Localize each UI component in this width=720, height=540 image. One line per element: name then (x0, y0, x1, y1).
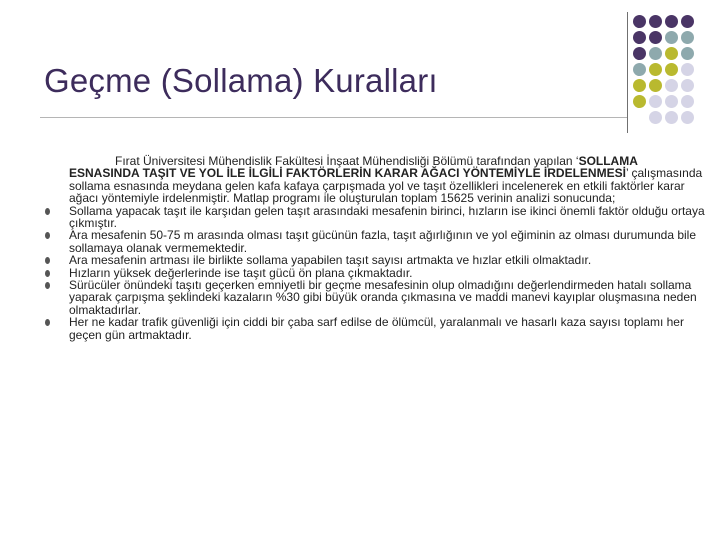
bullet-icon (45, 319, 50, 326)
bullet-item: Her ne kadar trafik güvenliği için ciddi bir çaba sarf edilse de ölümcül, yaralanmalı ve hasarlı kaza sayısı toplamı her geçen gün artmaktadır. (69, 316, 709, 341)
bullet-item: Ara mesafenin 50-75 m arasında olması taşıt gücünün fazla, taşıt ağırlığının ve yol eğiminin az olması durumunda bile sollamaya olanak vermemektedir. (69, 229, 709, 254)
bullet-item: Sollama yapacak taşıt ile karşıdan gelen taşıt arasındaki mesafenin birinci, hızların ise ikinci önemli faktör olduğu ortaya çıkmıştır. (69, 205, 709, 230)
decorative-dot (665, 95, 678, 108)
decorative-dot (665, 47, 678, 60)
bullet-item: Sürücüler önündeki taşıtı geçerken emniyetli bir geçme mesafesinin olup olmadığını değerlendirmeden hatalı sollama yaparak çarpışma şeklindeki kazaların %30 gibi büyük oranda çıkmasına ve maddi manevi kayıplar oluşmasına neden olmaktadırlar. (69, 279, 709, 316)
bullet-icon (45, 257, 50, 264)
decorative-dot (665, 63, 678, 76)
decorative-dot (681, 15, 694, 28)
slide-title: Geçme (Sollama) Kuralları (44, 62, 438, 99)
decorative-dot (681, 47, 694, 60)
decorative-dot (681, 79, 694, 92)
decorative-dot (633, 95, 646, 108)
bullet-icon (45, 282, 50, 289)
decorative-dot (665, 111, 678, 124)
bullet-icon (45, 232, 50, 239)
decorative-dot (665, 15, 678, 28)
bullet-item: Ara mesafenin artması ile birlikte sollama yapabilen taşıt sayısı artmakta ve hızlar etkili olmaktadır. (69, 254, 709, 266)
intro-text-before: Fırat Üniversitesi Mühendislik Fakültesi İnşaat Mühendisliği Bölümü tarafından yapılan ‘ (115, 154, 579, 168)
slide-body (69, 155, 709, 341)
decorative-dot (633, 63, 646, 76)
decorative-dot (633, 31, 646, 44)
decorative-dot (649, 47, 662, 60)
decorative-dot (633, 15, 646, 28)
decorative-dot (633, 79, 646, 92)
decorative-dot (665, 31, 678, 44)
bullet-item: Hızların yüksek değerlerinde ise taşıt gücü ön plana çıkmaktadır. (69, 267, 709, 279)
decorative-dot (649, 95, 662, 108)
decorative-dot (681, 63, 694, 76)
decorative-dot (633, 47, 646, 60)
decorative-dot (665, 79, 678, 92)
intro-paragraph (69, 155, 709, 205)
decorative-dot (681, 31, 694, 44)
decorative-dot (649, 31, 662, 44)
decorative-dot (681, 111, 694, 124)
title-divider (40, 117, 628, 118)
decorative-vertical-line (627, 12, 628, 133)
decorative-dot (649, 79, 662, 92)
bullet-icon (45, 270, 50, 277)
decorative-dot (649, 63, 662, 76)
decorative-dot (649, 15, 662, 28)
bullet-list (69, 205, 709, 341)
decorative-dot (649, 111, 662, 124)
decorative-dot-grid (633, 15, 720, 125)
study-title: SOLLAMA ESNASINDA TAŞIT VE YOL İLE İLGİLİ FAKTÖRLERİN KARAR AĞACI YÖNTEMİYLE İRDELENMESİ (69, 154, 638, 181)
intro-text-after: ’ çalışmasında sollama esnasında meydana gelen kafa kafaya çarpışmada yol ve taşıt özellikleri incelenerek en etkili faktörler karar ağacı yöntemiyle irdelenmiştir. Matlap programı ile oluşturulan toplam 15625 verinin analizi sonucunda; (69, 166, 703, 206)
bullet-icon (45, 208, 50, 215)
decorative-dot (681, 95, 694, 108)
